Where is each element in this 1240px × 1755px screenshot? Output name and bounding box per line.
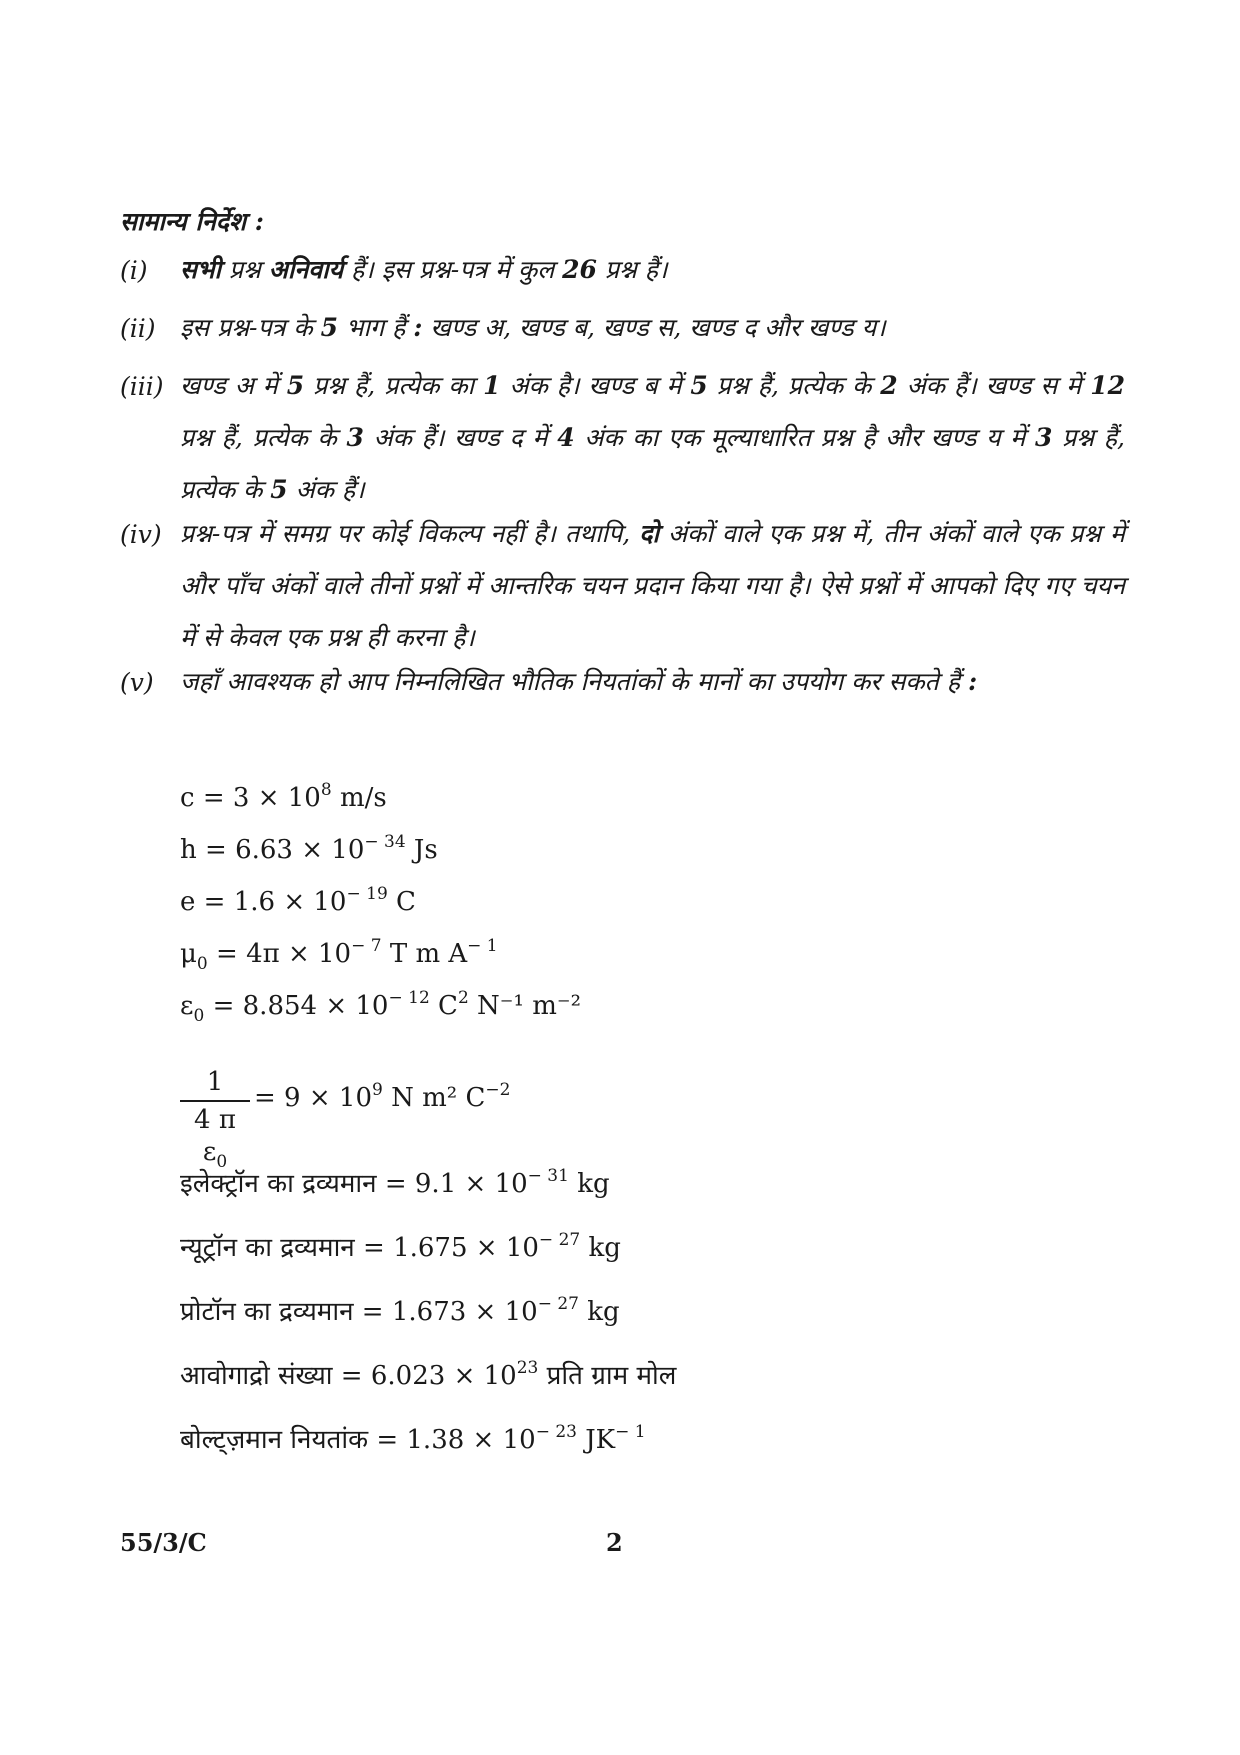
mass-constant: न्यूट्रॉन का द्रव्यमान = $1.675 \times 10^{- 27}$ kg <box>180 1230 621 1263</box>
instruction-number: (iv) <box>120 520 162 549</box>
mass-constant: बोल्ट्ज़मान नियतांक = $1.38 \times 10^{- 23}$ $JK^{- 1}$ <box>180 1422 646 1455</box>
page-number: 2 <box>606 1528 623 1557</box>
coulomb-constant-value: = $9 \times 10^9$ N m² $C^{-2}$ <box>254 1080 511 1113</box>
physical-constant: $\varepsilon_0 = 8.854 \times 10^{- 12}$ $C^2$ N⁻¹ m⁻² <box>180 988 581 1026</box>
instruction-text: खण्ड अ में 5 प्रश्न हैं, प्रत्येक का 1 अंक है। खण्ड ब में 5 प्रश्न हैं, प्रत्येक के 2 अंक हैं। खण्ड स में 12 प्रश्न हैं, प्रत्येक के 3 अंक हैं। खण्ड द में 4 अंक का एक मूल्याधारित प्रश्न है और खण्ड य में 3 प्रश्न हैं, प्रत्येक के 5 अंक हैं। <box>180 371 1126 504</box>
instruction-text: इस प्रश्न-पत्र के 5 भाग हैं : खण्ड अ, खण्ड ब, खण्ड स, खण्ड द और खण्ड य। <box>180 313 886 342</box>
instruction-item <box>120 508 1125 664</box>
physical-constant: $h = 6.63 \times 10^{- 34}$ Js <box>180 832 438 865</box>
instruction-text: सभी प्रश्न अनिवार्य हैं। इस प्रश्न-पत्र में कुल 26 प्रश्न हैं। <box>180 255 668 284</box>
paper-code: 55/3/C <box>120 1528 207 1557</box>
mass-constant: प्रोटॉन का द्रव्यमान = $1.673 \times 10^{- 27}$ kg <box>180 1294 620 1327</box>
instruction-text: प्रश्न-पत्र में समग्र पर कोई विकल्प नहीं है। तथापि, दो अंकों वाले एक प्रश्न में, तीन अंकों वाले एक प्रश्न में और पाँच अंकों वाले तीनों प्रश्नों में आन्तरिक चयन प्रदान किया गया है। ऐसे प्रश्नों में आपको दिए गए चयन में से केवल एक प्रश्न ही करना है। <box>180 519 1125 652</box>
fraction-numerator: 1 <box>206 1067 224 1097</box>
physical-constant: $\mu_0 = 4\pi \times 10^{- 7}$ T m $A^{- 1}$ <box>180 936 498 974</box>
instruction-item <box>120 302 1125 354</box>
instruction-number: (i) <box>120 256 148 285</box>
physical-constant: $e = 1.6 \times 10^{- 19}$ C <box>180 884 416 917</box>
coulomb-constant-fraction <box>180 1066 250 1178</box>
general-instructions-heading: सामान्य निर्देश : <box>120 207 264 236</box>
instruction-number: (v) <box>120 668 154 697</box>
fraction-denominator: 4 π $\varepsilon_0$ <box>194 1105 236 1172</box>
instruction-item <box>120 244 1125 296</box>
instruction-number: (ii) <box>120 314 156 343</box>
instruction-item <box>120 360 1125 516</box>
fraction-bar <box>180 1100 250 1102</box>
mass-constant: आवोगाद्रो संख्या = $6.023 \times 10^{23}$ प्रति ग्राम मोल <box>180 1358 677 1391</box>
instruction-number: (iii) <box>120 372 164 401</box>
physical-constant: $c = 3 \times 10^8$ m/s <box>180 780 387 813</box>
instruction-item <box>120 656 1125 708</box>
instruction-text: जहाँ आवश्यक हो आप निम्नलिखित भौतिक नियतांकों के मानों का उपयोग कर सकते हैं : <box>180 667 978 696</box>
mass-constant: इलेक्ट्रॉन का द्रव्यमान = $9.1 \times 10^{- 31}$ kg <box>180 1166 610 1199</box>
